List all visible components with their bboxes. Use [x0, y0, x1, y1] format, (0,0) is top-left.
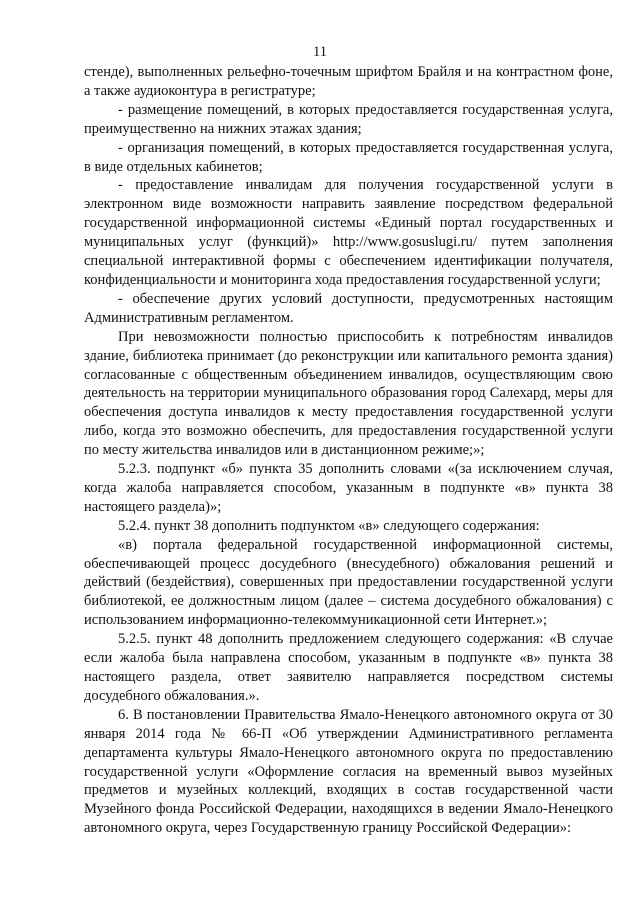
paragraph-clause-6: 6. В постановлении Правительства Ямало-Ненецкого автономного округа от 30 января 2014 года № 66-П «Об утверждении Административного регламента департамента культуры Ямало-Ненецкого автономного округа по предоставлению государственной услуги «Оформление согласия на временный вывоз музейных предметов и музейных коллекций, входящих в состав государственной части Музейного фонда Российской Федерации, находящихся в ведении Ямало-Ненецкого автономного округа, через Государственную границу Российской Федерации»:: [84, 706, 613, 837]
page-number: 11: [313, 44, 327, 60]
paragraph-ground-floor: - размещение помещений, в которых предоставляется государственная услуга, преимущественно на нижних этажах здания;: [84, 101, 613, 137]
paragraph-accessibility-measures: При невозможности полностью приспособить к потребностям инвалидов здание, библиотека принимает (до реконструкции или капитального ремонта здания) согласованные с общественным объединением инвалидов, осуществляющим свою деятельность на территории муниципального образования город Салехард, меры для обеспечения доступа инвалидов к месту предоставления государственной услуги либо, когда это возможно обеспечить, для предоставления государственной услуги по месту жительства инвалидов или в дистанционном режиме;»;: [84, 328, 613, 459]
paragraph-clause-5-2-3: 5.2.3. подпункт «б» пункта 35 дополнить словами «(за исключением случая, когда жалоба направляется способом, указанным в подпункте «в» пункта 38 настоящего раздела)»;: [84, 461, 613, 515]
paragraph-subclause-v: «в) портала федеральной государственной информационной системы, обеспечивающей процесс досудебного (внесудебного) обжалования решений и действий (бездействия), совершенных при предоставлении государственной услуги библиотекой, ее должностным лицом (далее – система досудебного обжалования) с использованием информационно-телекоммуникационной сети Интернет.»;: [84, 536, 613, 629]
paragraph-braille-continuation: стенде), выполненных рельефно-точечным шрифтом Брайля и на контрастном фоне, а также аудиоконтура в регистратуре;: [84, 64, 613, 99]
paragraph-electronic-application: - предоставление инвалидам для получения государственной услуги в электронном виде возможности направить заявление посредством федеральной государственной информационной системы «Единый портал государственных и муниципальных услуг (функций)» http://www.gosuslugi.ru/ путем заполнения специальной интерактивной формы с обеспечением идентификации получателя, конфиденциальности и мониторинга хода предоставления государственной услуги;: [84, 177, 613, 288]
paragraph-separate-offices: - организация помещений, в которых предоставляется государственная услуга, в виде отдельных кабинетов;: [84, 139, 613, 175]
document-body: [84, 63, 613, 838]
paragraph-other-conditions: - обеспечение других условий доступности, предусмотренных настоящим Административным регламентом.: [84, 290, 613, 326]
paragraph-clause-5-2-5: 5.2.5. пункт 48 дополнить предложением следующего содержания: «В случае если жалоба была направлена способом, указанным в подпункте «в» пункта 38 настоящего раздела, ответ заявителю направляется посредством системы досудебного обжалования.».: [84, 631, 613, 704]
paragraph-clause-5-2-4: 5.2.4. пункт 38 дополнить подпунктом «в» следующего содержания:: [118, 517, 540, 534]
